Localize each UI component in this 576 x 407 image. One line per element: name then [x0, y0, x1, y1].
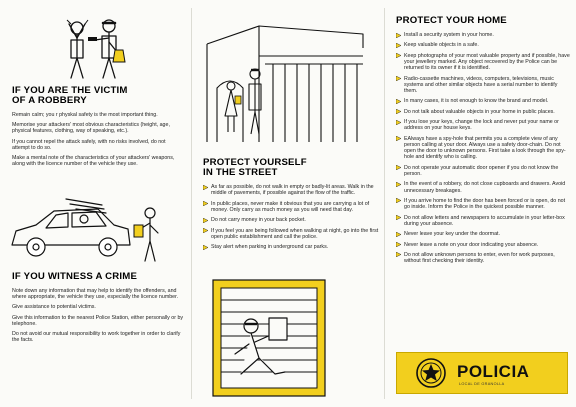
home-list-item: If you arrive home to find the door has been forced or is open, do not go inside. Inform the Police in the quickest possible manner.: [396, 198, 572, 210]
fold-line-right: [384, 8, 385, 399]
arrow-bullet-icon: [396, 76, 401, 81]
home-list-item: In the event of a robbery, do not close cupboards and drawers. Avoid unnecessary breakages.: [396, 181, 572, 193]
arrow-bullet-icon: [396, 215, 401, 220]
arrow-bullet-icon: [396, 53, 401, 58]
street-list-item: As far as possible, do not walk in empty or badly-lit areas. Walk in the middle of pavements, if possible against the flow of the traffic.: [203, 184, 379, 196]
home-list-item: Install a security system in your home.: [396, 32, 572, 38]
home-list-item: Do not talk about valuable objects in your home in public places.: [396, 109, 572, 115]
arrow-bullet-icon: [396, 99, 401, 104]
police-logo-text: POLICIA: [457, 362, 530, 381]
home-title: PROTECT YOUR HOME: [396, 15, 507, 26]
home-list-item: Radio-cassette machines, videos, computers, televisions, music systems and other similar objects have a serial number to identify them.: [396, 76, 572, 95]
getaway-car-illustration: [6, 195, 166, 267]
robbery-title-line2: OF A ROBBERY: [12, 95, 87, 106]
street-title-line1: PROTECT YOURSELF: [203, 157, 307, 168]
witness-section: [12, 272, 186, 347]
home-list-item: Do not allow letters and newspapers to accumulate in your letter-box during your absence.: [396, 215, 572, 227]
robbery-illustration: [55, 6, 135, 82]
home-list-item: Never leave a note on your door indicating your absence.: [396, 242, 572, 248]
police-badge-icon: [415, 357, 447, 389]
home-list-item: Keep valuable objects in a safe.: [396, 42, 572, 48]
witness-title: IF YOU WITNESS A CRIME: [12, 271, 138, 282]
arrow-bullet-icon: [396, 136, 401, 141]
robbery-paragraph: If you cannot repel the attack safely, with no risks involved, do not attempt to do so.: [12, 138, 166, 151]
arrow-bullet-icon: [396, 43, 401, 48]
police-logo-banner: [396, 352, 568, 394]
witness-paragraph: Give this information to the nearest Police Station, either personally or by telephone.: [12, 314, 184, 327]
arrow-bullet-icon: [396, 252, 401, 257]
arrow-bullet-icon: [203, 245, 208, 250]
window-burglar-illustration: [211, 278, 327, 398]
home-list-item: Keep photographs of your most valuable property and if possible, have your jewellery marked. Any object recovered by the Police can be returned to its owner if it is identified.: [396, 53, 572, 72]
arrow-bullet-icon: [396, 182, 401, 187]
arrow-bullet-icon: [396, 109, 401, 114]
robbery-paragraph: Make a mental note of the characteristics of your attackers' weapons, along with the licence number of the vehicle they use.: [12, 155, 175, 168]
robbery-paragraph: Remain calm; you r physkal safety is the most important thing.: [12, 112, 158, 118]
home-list-item: Do not allow unknown persons to enter, even for work purposes, without first checking their identity.: [396, 252, 572, 264]
robbery-title-line1: IF YOU ARE THE VICTIM: [12, 85, 128, 96]
home-list-item: If you lose your keys, change the lock and never put your name or address on your house keys.: [396, 119, 572, 131]
panel-home: [386, 0, 576, 407]
arrow-bullet-icon: [203, 218, 208, 223]
street-list-item: If you feel you are being followed when walking at night, go into the first open public establishment and call the police.: [203, 228, 379, 240]
police-logo-subtitle: LOCAL DE GRANOLLA: [459, 382, 505, 386]
home-list-item: Do not operate your automatic door opener if you do not know the person.: [396, 165, 572, 177]
arrow-bullet-icon: [396, 198, 401, 203]
street-list-item: Do not carry money in your back pocket.: [203, 217, 379, 223]
arrow-bullet-icon: [203, 228, 208, 233]
street-section: [203, 158, 379, 255]
arrow-bullet-icon: [396, 242, 401, 247]
home-section: [396, 16, 572, 269]
arrow-bullet-icon: [396, 232, 401, 237]
robbery-paragraph: Memorise your attackers' most obvious characteristics (height, age, physical features, clothing, way of speaking, etc.).: [12, 122, 170, 135]
arrow-bullet-icon: [203, 201, 208, 206]
fold-line-left: [191, 8, 192, 399]
witness-paragraph: Give assistance to potential victims.: [12, 304, 96, 311]
panel-street: [193, 0, 383, 407]
arrow-bullet-icon: [396, 33, 401, 38]
street-list-item: Stay alert when parking in underground car parks.: [203, 244, 379, 250]
street-list-item: In public places, never make it obvious that you are carrying a lot of money. Only carry as much money as you will need that day.: [203, 201, 379, 213]
home-list-item: EAlways have a spy-hole that permits you a complete view of any person calling at your door. Always use a safety door-chain. Do not open the door to unknown persons. First take a look through the spy-hole and identify who is calling.: [396, 136, 572, 161]
street-title-line2: IN THE STREET: [203, 167, 278, 178]
panel-robbery-witness: [0, 0, 190, 407]
arrow-bullet-icon: [396, 120, 401, 125]
home-list: [396, 32, 572, 264]
witness-paragraph: Do not avoid our mutual responsibility to work together in order to clarify the facts.: [12, 331, 181, 344]
arrow-bullet-icon: [396, 165, 401, 170]
arrow-bullet-icon: [203, 185, 208, 190]
street-list: [203, 184, 379, 250]
home-list-item: In many cases, it is not enough to know the brand and model.: [396, 98, 572, 104]
witness-paragraph: Note down any information that may help to identify the offenders, and where appropriate, the vehicle they use, especially the licence number.: [12, 288, 179, 301]
robbery-section: [12, 86, 184, 171]
street-illustration: [199, 4, 369, 144]
home-list-item: Never leave your key under the doormat.: [396, 231, 572, 237]
